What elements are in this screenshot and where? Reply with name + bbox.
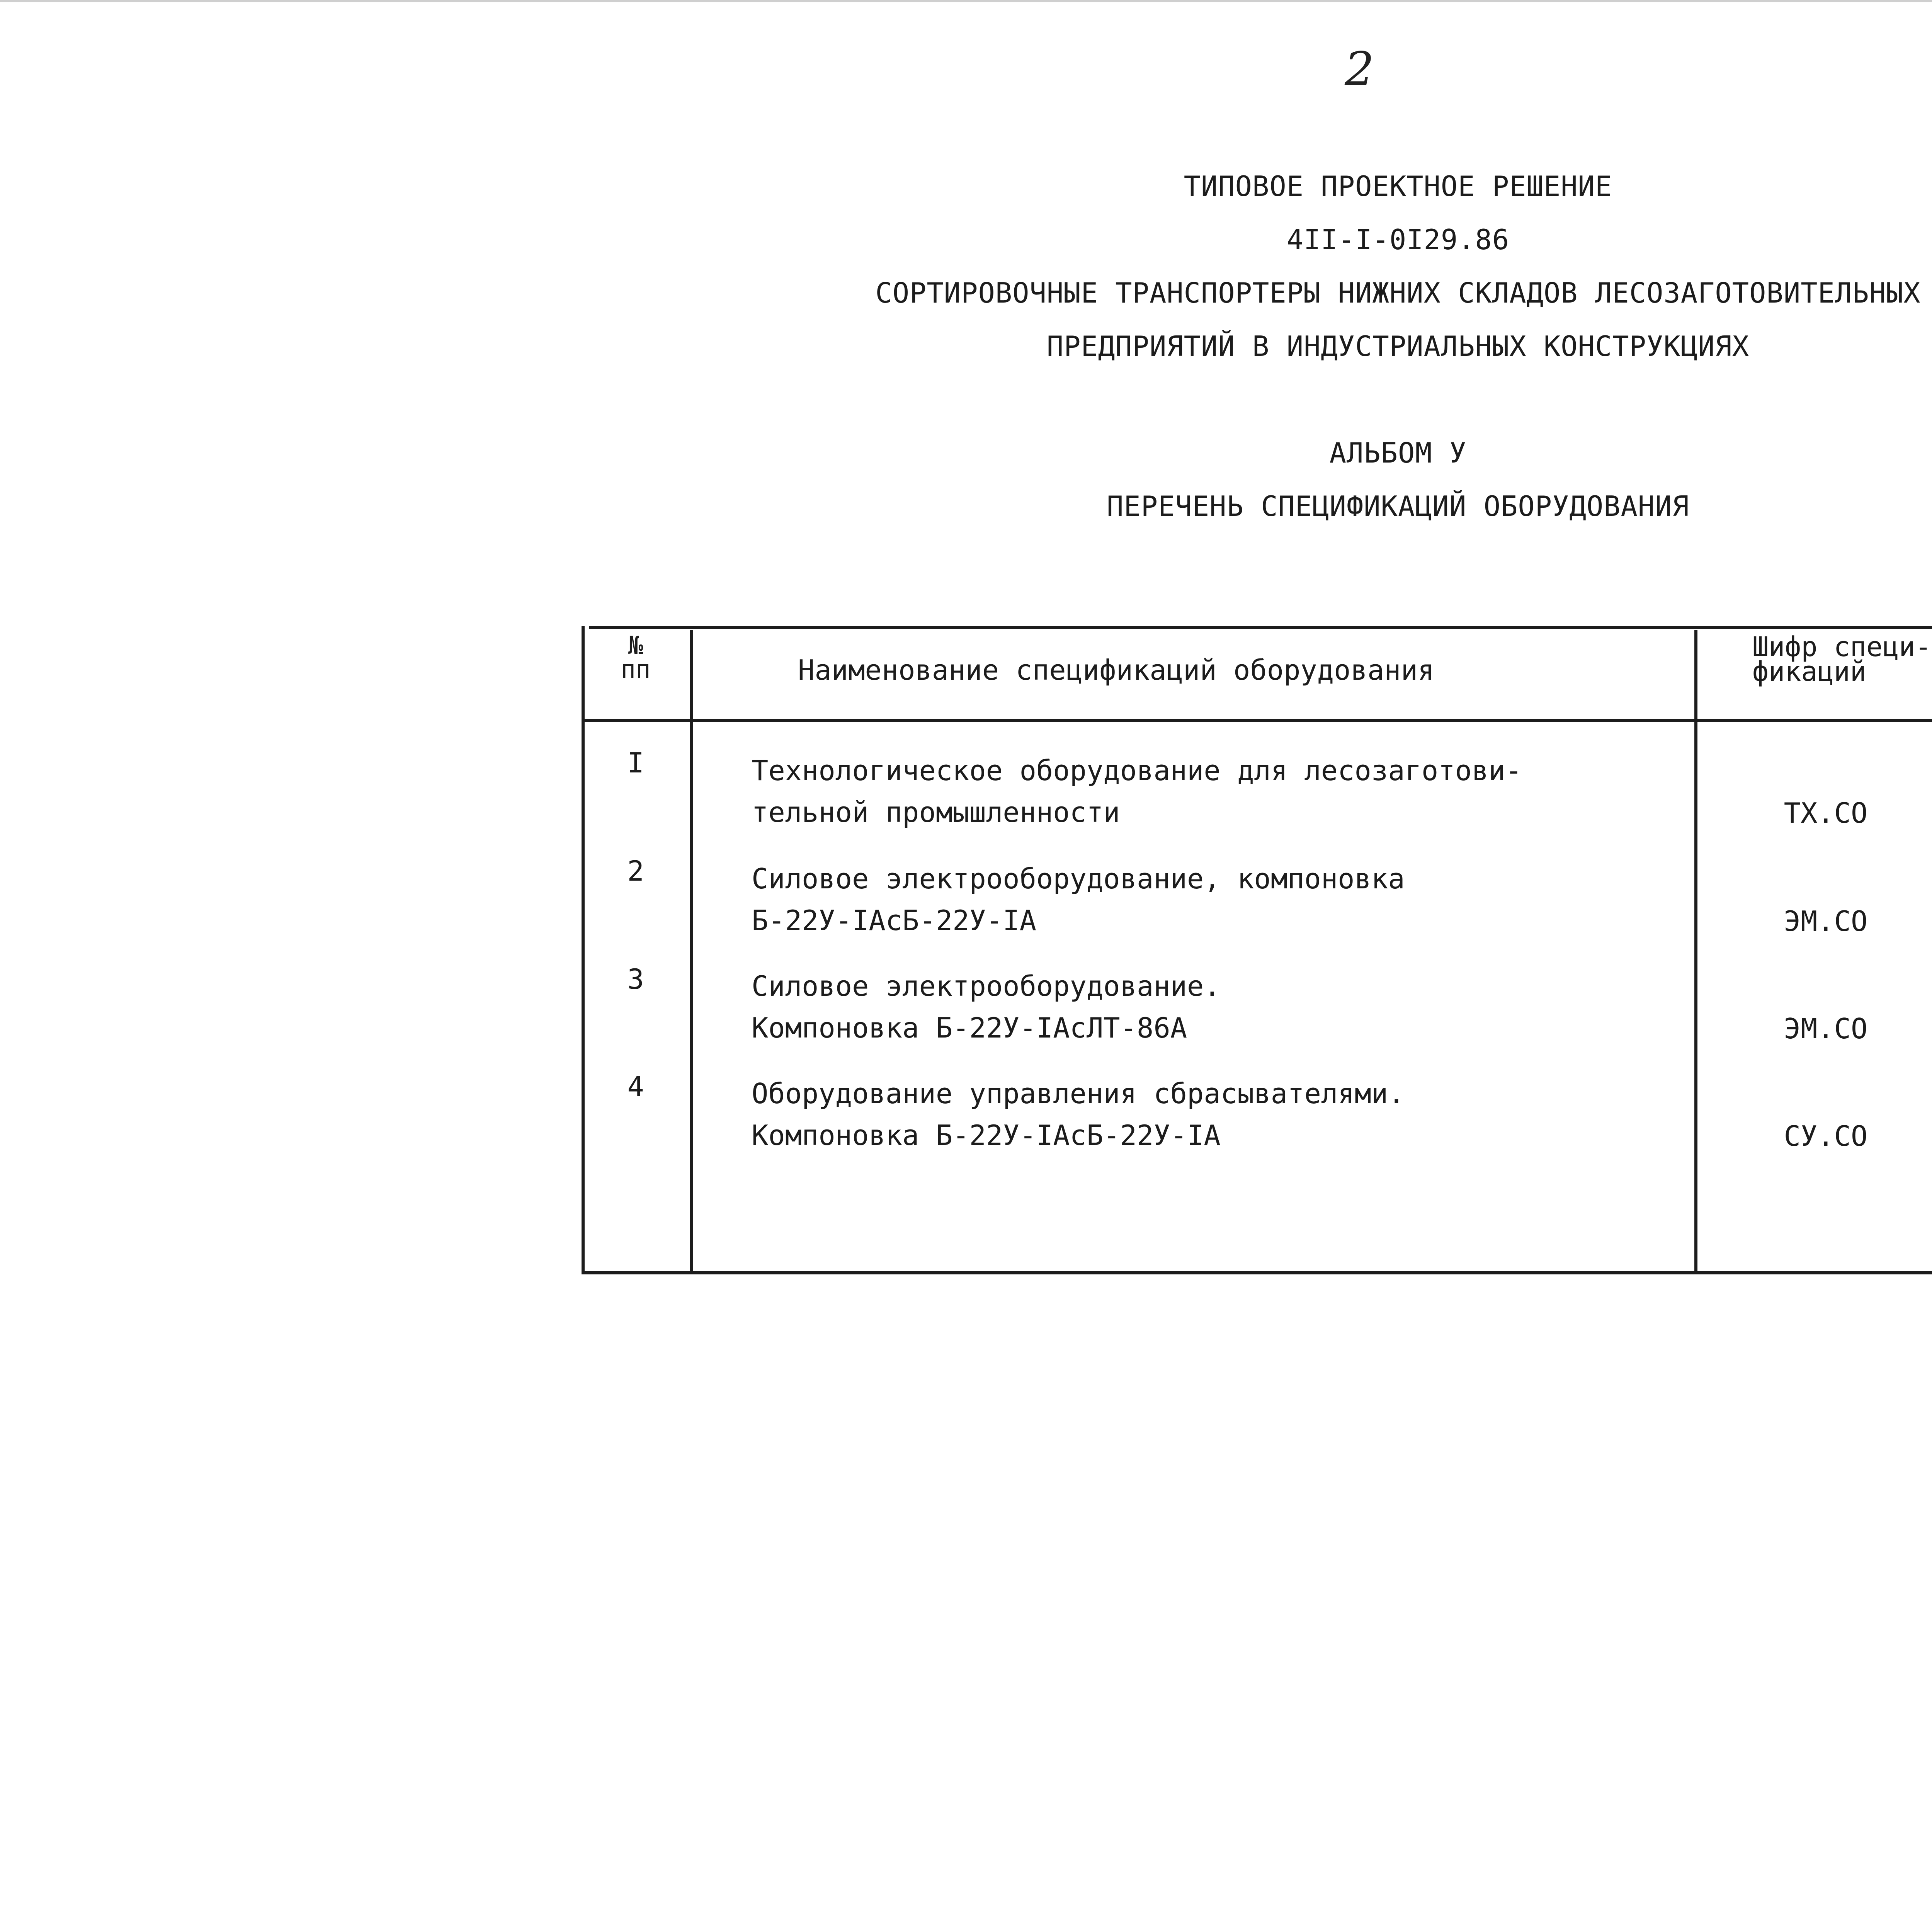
row-code: ТХ.СО xyxy=(1784,797,1868,829)
row-number: 3 xyxy=(627,963,644,995)
column-divider xyxy=(690,630,693,1273)
row-number: 2 xyxy=(627,855,644,887)
header-code: Шифр специ- фикаций xyxy=(1752,631,1932,687)
specification-table xyxy=(582,626,1932,1277)
row-name: Силовое электрооборудование. Компоновка Б-22У-IАсЛТ-86А xyxy=(752,970,1221,1044)
row-code: ЭМ.СО xyxy=(1784,1012,1868,1045)
table-left-border xyxy=(582,626,585,1274)
document-title-line-1: СОРТИРОВОЧНЫЕ ТРАНСПОРТЕРЫ НИЖНИХ СКЛАДОВ ЛЕСОЗАГОТОВИТЕЛЬНЫХ xyxy=(875,277,1921,309)
row-name: Технологическое оборудование для лесозаготови- тельной промышленности xyxy=(752,754,1522,828)
document-title-line-2: ПРЕДПРИЯТИЙ В ИНДУСТРИАЛЬНЫХ КОНСТРУКЦИЯХ xyxy=(1046,330,1750,362)
table-bottom-border xyxy=(582,1271,1932,1274)
page-number: 2 xyxy=(1345,43,1374,96)
header-name: Наименование спецификаций оборудования xyxy=(798,654,1435,686)
row-number: 4 xyxy=(627,1070,644,1103)
header-number: № пп xyxy=(621,631,651,684)
table-top-border xyxy=(589,626,1932,629)
scan-edge xyxy=(0,0,1932,2)
row-name: Силовое электрооборудование, компоновка Б-22У-IАсБ-22У-IА xyxy=(752,862,1405,937)
row-number: I xyxy=(627,747,644,779)
row-code: ЭМ.СО xyxy=(1784,905,1868,937)
page-subtitle: ПЕРЕЧЕНЬ СПЕЦИФИКАЦИЙ ОБОРУДОВАНИЯ xyxy=(1107,490,1689,522)
row-code: СУ.СО xyxy=(1784,1120,1868,1152)
document-code: 4II-I-0I29.86 xyxy=(1286,223,1510,256)
document-type: ТИПОВОЕ ПРОЕКТНОЕ РЕШЕНИЕ xyxy=(1184,170,1612,202)
album-label: АЛЬБОМ У xyxy=(1329,437,1467,469)
row-name: Оборудование управления сбрасывателями. Компоновка Б-22У-IАсБ-22У-IА xyxy=(752,1077,1405,1152)
column-divider xyxy=(1694,630,1697,1273)
header-bottom-border xyxy=(582,719,1932,722)
